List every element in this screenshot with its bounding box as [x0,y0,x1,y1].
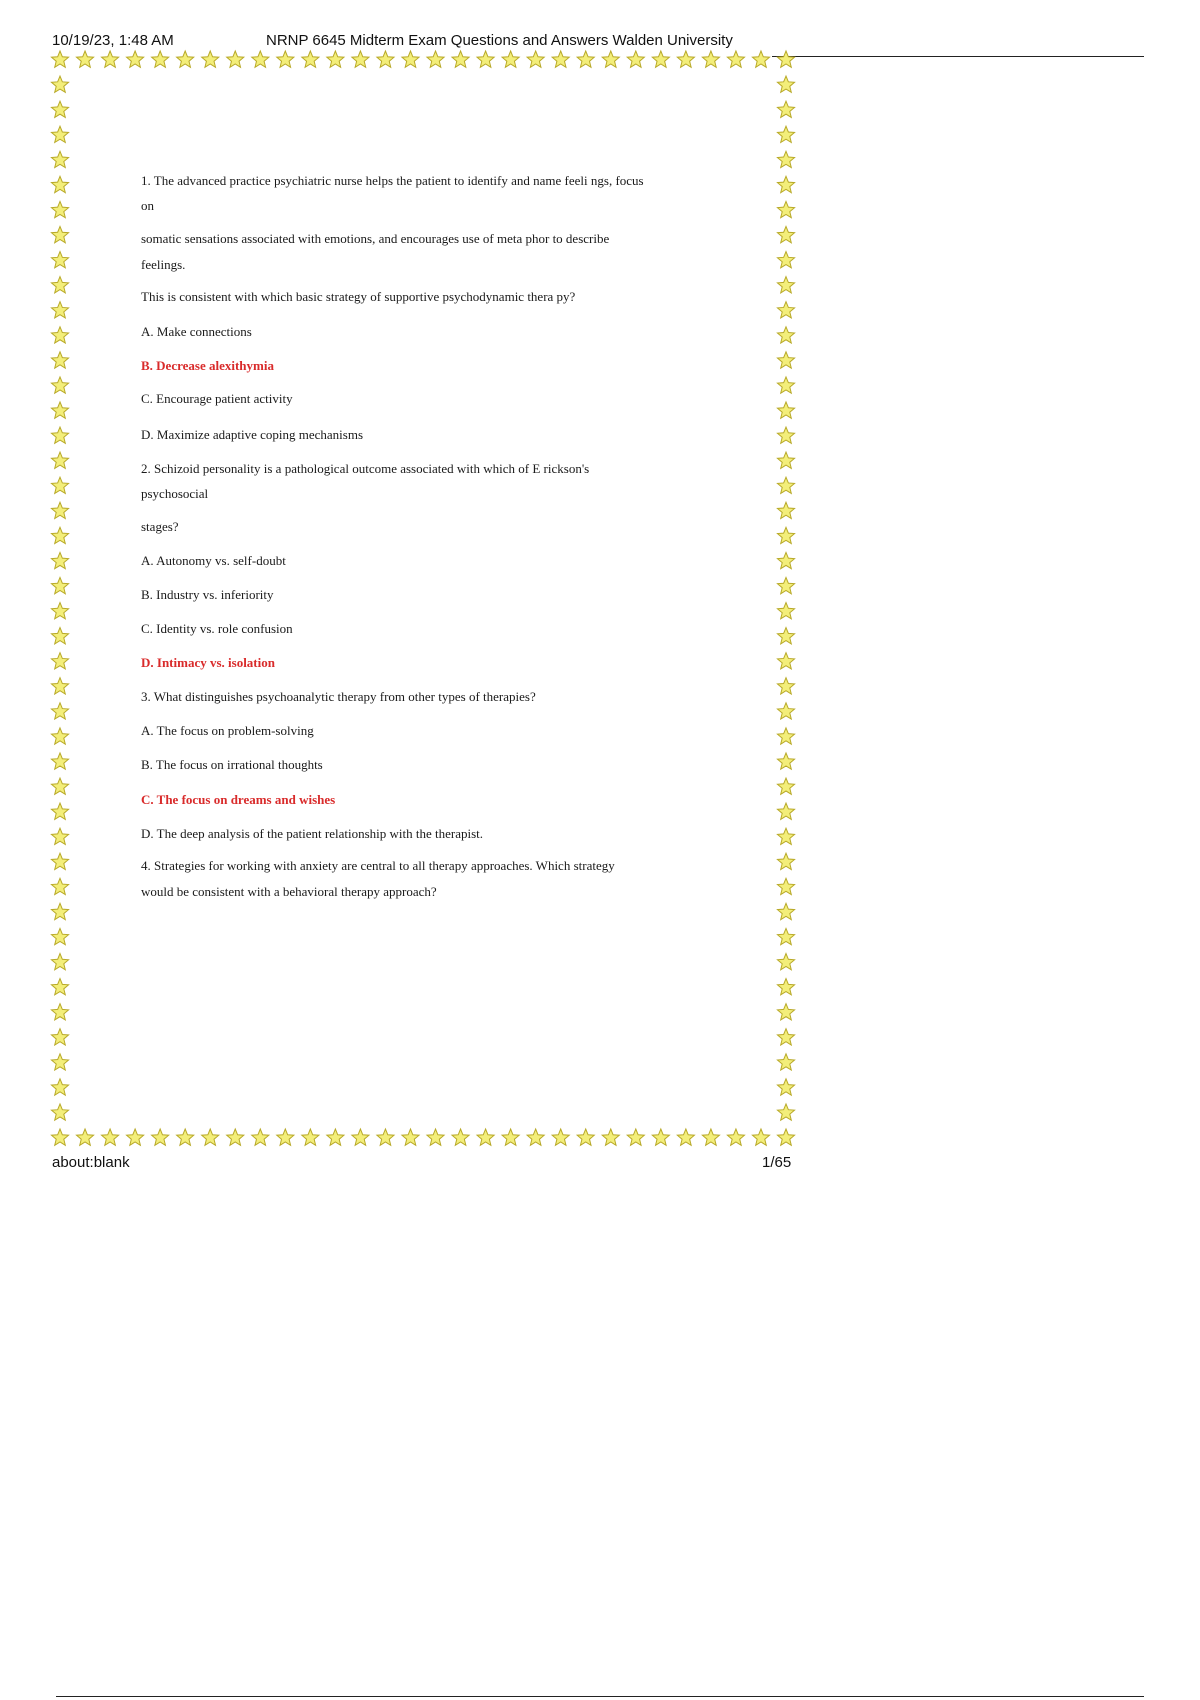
correct-answer-line: B. Decrease alexithymia [141,358,274,373]
star-icon [51,377,68,393]
star-icon [777,277,794,293]
bottom-rule [56,1696,1144,1697]
star-icon [777,1129,794,1145]
star-icon [152,51,169,67]
star-icon [152,1129,169,1145]
star-icon [51,527,68,543]
star-icon [427,1129,444,1145]
star-icon [777,628,794,644]
star-icon [51,452,68,468]
star-icon [777,1054,794,1070]
header-datetime: 10/19/23, 1:48 AM [52,32,174,49]
star-icon [477,51,494,67]
star-icon [352,51,369,67]
footer-url: about:blank [52,1154,130,1171]
exam-text-line: would be consistent with a behavioral therapy approach? [141,884,437,899]
star-icon [777,778,794,794]
star-icon [777,954,794,970]
star-icon [51,903,68,919]
star-icon [76,1129,93,1145]
star-icon [51,878,68,894]
star-icon [527,51,544,67]
footer-page-number: 1/65 [762,1154,792,1171]
star-icon [777,728,794,744]
star-icon [777,226,794,242]
exam-text-line: C. Encourage patient activity [141,391,293,406]
star-icon [777,828,794,844]
star-icon [51,352,68,368]
exam-text-line: 4. Strategies for working with anxiety are central to all therapy approaches. Which strategy [141,858,615,873]
star-icon [777,577,794,593]
star-icon [752,51,769,67]
star-icon [777,51,794,67]
star-icon [777,201,794,217]
star-icon [777,703,794,719]
star-icon [752,1129,769,1145]
star-icon [702,1129,719,1145]
star-icon [51,1079,68,1095]
star-icon [777,527,794,543]
star-icon [677,51,694,67]
star-icon [777,753,794,769]
star-icon [777,979,794,995]
star-icon [777,377,794,393]
star-icon [177,51,194,67]
star-icon [352,1129,369,1145]
star-icon [127,1129,144,1145]
star-icon [502,1129,519,1145]
star-icon [402,1129,419,1145]
exam-text-line: 2. Schizoid personality is a pathological outcome associated with which of E rickson's [141,461,590,476]
star-icon [76,51,93,67]
star-icon [552,51,569,67]
correct-answer-line: C. The focus on dreams and wishes [141,792,336,807]
exam-text-line: A. The focus on problem-solving [141,723,314,738]
star-icon [51,678,68,694]
star-icon [202,1129,219,1145]
star-icon [702,51,719,67]
star-icon [51,402,68,418]
star-icon [51,703,68,719]
star-icon [51,577,68,593]
star-icon [51,628,68,644]
exam-text-line: stages? [141,519,179,534]
star-icon [627,51,644,67]
star-icon [51,76,68,92]
star-icon [327,1129,344,1145]
star-icon [677,1129,694,1145]
star-icon [777,76,794,92]
star-icon [51,828,68,844]
star-icon [51,1054,68,1070]
star-icon [777,452,794,468]
star-icon [51,51,68,67]
star-icon [51,502,68,518]
star-icon [602,1129,619,1145]
exam-text-line: somatic sensations associated with emotions, and encourages use of meta phor to describe [141,231,610,246]
star-icon [777,603,794,619]
exam-text-line: C. Identity vs. role confusion [141,621,293,636]
exam-text-line: A. Make connections [141,324,252,339]
star-icon [777,252,794,268]
star-icon [51,176,68,192]
star-icon [777,302,794,318]
star-icon [577,51,594,67]
star-icon [51,728,68,744]
star-icon [252,1129,269,1145]
star-icon [577,1129,594,1145]
star-icon [51,552,68,568]
exam-text-line: A. Autonomy vs. self-doubt [141,553,286,568]
star-icon [51,853,68,869]
star-icon [51,979,68,995]
correct-answer-line: D. Intimacy vs. isolation [141,655,275,670]
star-icon [377,51,394,67]
star-icon [377,1129,394,1145]
star-icon [777,803,794,819]
star-icon [51,928,68,944]
star-icon [302,1129,319,1145]
exam-text-line: 3. What distinguishes psychoanalytic therapy from other types of therapies? [141,689,536,704]
star-icon [777,1104,794,1120]
star-icon [727,1129,744,1145]
star-icon [652,51,669,67]
star-icon [552,1129,569,1145]
exam-text-line: on [141,198,154,213]
star-icon [51,954,68,970]
star-icon [51,1029,68,1045]
star-icon [777,552,794,568]
star-icon [51,778,68,794]
star-icon [627,1129,644,1145]
star-icon [51,126,68,142]
star-icon [51,1129,68,1145]
star-icon [777,402,794,418]
star-icon [51,226,68,242]
star-icon [102,51,119,67]
star-icon [652,1129,669,1145]
star-icon [127,51,144,67]
star-icon [777,427,794,443]
star-icon [252,51,269,67]
star-icon [777,903,794,919]
star-icon [227,1129,244,1145]
exam-text-line: B. The focus on irrational thoughts [141,757,323,772]
star-icon [51,427,68,443]
star-icon [177,1129,194,1145]
star-icon [51,201,68,217]
star-icon [227,51,244,67]
star-icon [51,753,68,769]
star-icon [51,252,68,268]
exam-text-line: 1. The advanced practice psychiatric nurse helps the patient to identify and name feeli ngs, focus [141,173,644,188]
star-icon [51,302,68,318]
star-icon [51,477,68,493]
star-icon [302,51,319,67]
star-icon [51,151,68,167]
star-icon [51,277,68,293]
star-icon [51,803,68,819]
exam-text-line: This is consistent with which basic strategy of supportive psychodynamic thera py? [141,289,576,304]
star-icon [427,51,444,67]
star-icon [777,653,794,669]
star-icon [51,327,68,343]
star-icon [727,51,744,67]
star-icon [51,603,68,619]
star-icon [602,51,619,67]
star-icon [202,51,219,67]
star-icon [777,1004,794,1020]
star-icon [527,1129,544,1145]
star-icon [777,101,794,117]
star-icon [502,51,519,67]
star-icon [777,176,794,192]
star-icon [51,653,68,669]
star-icon [777,928,794,944]
star-icon [777,1079,794,1095]
exam-text-line: D. Maximize adaptive coping mechanisms [141,427,364,442]
header-title: NRNP 6645 Midterm Exam Questions and Answers Walden University [266,32,733,49]
exam-text-line: psychosocial [141,486,209,501]
star-icon [777,678,794,694]
star-icon [452,1129,469,1145]
star-icon [327,51,344,67]
star-icon [277,1129,294,1145]
star-icon [777,352,794,368]
exam-text-line: B. Industry vs. inferiority [141,587,274,602]
star-icon [777,1029,794,1045]
star-icon [777,502,794,518]
star-icon [102,1129,119,1145]
star-icon [51,1004,68,1020]
star-icon [51,1104,68,1120]
star-icon [477,1129,494,1145]
star-icon [777,327,794,343]
star-icon [777,477,794,493]
star-icon [777,126,794,142]
exam-text-line: D. The deep analysis of the patient relationship with the therapist. [141,826,484,841]
star-icon [777,853,794,869]
star-icon [452,51,469,67]
header-rule [772,56,1144,57]
star-icon [402,51,419,67]
exam-text-line: feelings. [141,257,186,272]
star-icon [777,151,794,167]
star-icon [51,101,68,117]
star-icon [277,51,294,67]
star-icon [777,878,794,894]
